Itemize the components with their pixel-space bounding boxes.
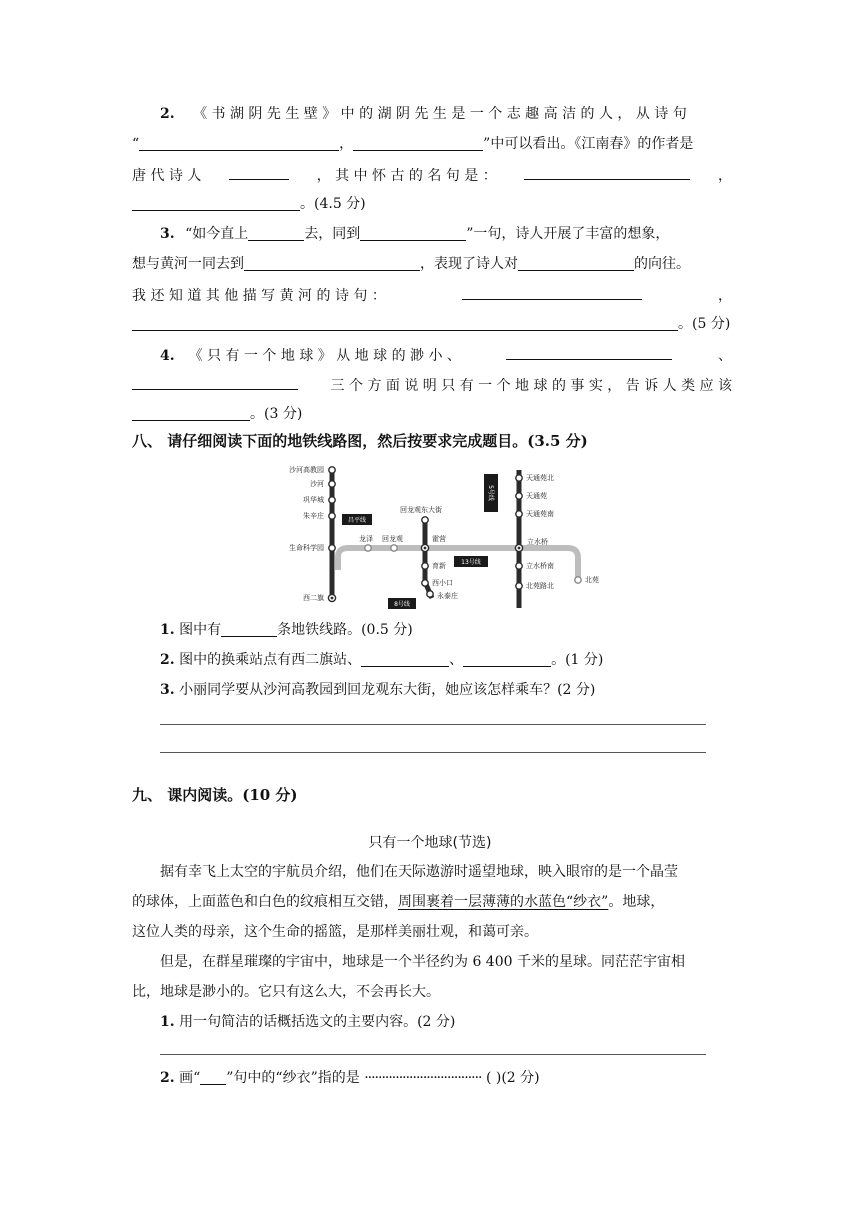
q2-score: 。(4.5 分) bbox=[300, 196, 366, 212]
station-label: 永泰庄 bbox=[437, 592, 458, 600]
station-label: 回龙观 bbox=[382, 535, 403, 543]
q3-line-2 bbox=[132, 254, 732, 274]
passage-p1-line-3: 这位人类的母亲，这个生命的摇篮，是那样美丽壮观，和蔼可亲。 bbox=[132, 924, 538, 940]
changping-line-label: 昌平线 bbox=[347, 517, 367, 524]
s8-q1-number: 1. bbox=[160, 622, 175, 638]
station-dot[interactable] bbox=[516, 583, 522, 589]
q4-blank-1[interactable] bbox=[506, 344, 672, 360]
q4-line-3 bbox=[132, 404, 732, 424]
station-dot[interactable] bbox=[329, 467, 335, 473]
station-dot[interactable] bbox=[329, 545, 335, 551]
q3-blank-1[interactable] bbox=[248, 225, 304, 241]
q3-text-3a: 我 还 知 道 其 他 描 写 黄 河 的 诗 句 ： bbox=[132, 288, 386, 304]
q3-blank-3[interactable] bbox=[244, 255, 420, 271]
section-9-heading: 九、 课内阅读。(10 分) bbox=[132, 786, 298, 804]
s9-q1-number: 1. bbox=[160, 1014, 175, 1030]
q2-blank-poem-2[interactable] bbox=[353, 135, 483, 151]
s8-q2-text-c: 。(1 分) bbox=[551, 652, 604, 668]
q2-text-1: 《 书 湖 阴 先 生 壁 》 中 的 湖 阴 先 生 是 一 个 志 趣 高 洁 的 人 ， 从 诗 句 bbox=[193, 106, 687, 122]
s9-q1 bbox=[160, 1012, 760, 1032]
s9-q2-leader-dots: ·································· bbox=[364, 1070, 482, 1086]
q2-blank-author[interactable] bbox=[229, 164, 289, 180]
station-dot[interactable] bbox=[516, 563, 522, 569]
s8-q2-text-a: 图中的换乘站点有西二旗站、 bbox=[179, 652, 362, 668]
q3-text-2c: 的向往。 bbox=[634, 256, 690, 272]
q3-line-4 bbox=[132, 314, 732, 334]
station-label: 沙河高教园 bbox=[289, 466, 324, 474]
s8-q2-text-b: 、 bbox=[449, 652, 464, 668]
s8-q2-blank-1[interactable] bbox=[361, 651, 449, 667]
s8-q3 bbox=[160, 680, 760, 700]
s9-q2-inline-blank bbox=[200, 1069, 226, 1085]
station-dot[interactable] bbox=[516, 493, 522, 499]
station-dot[interactable] bbox=[422, 563, 428, 569]
q3-line-1 bbox=[160, 224, 732, 244]
station-label: 立水桥 bbox=[527, 538, 548, 546]
station-dot[interactable] bbox=[516, 511, 522, 517]
s8-q2-number: 2. bbox=[160, 652, 175, 668]
s8-q3-text: 小丽同学要从沙河高教园到回龙观东大街，她应该怎样乘车？(2 分) bbox=[179, 682, 596, 698]
q3-blank-4[interactable] bbox=[518, 255, 634, 271]
station-label: 朱辛庄 bbox=[303, 512, 324, 520]
s8-q2 bbox=[160, 650, 760, 670]
passage-p1-line-2b: 。地球， bbox=[608, 894, 665, 910]
station-label: 霍营 bbox=[432, 535, 446, 543]
q3-text-1c: ”一句，诗人开展了丰富的想象， bbox=[466, 226, 670, 242]
q4-blank-3[interactable] bbox=[132, 405, 250, 421]
station-dot[interactable] bbox=[422, 517, 428, 523]
station-dot[interactable] bbox=[329, 481, 335, 487]
section-8-heading: 八、 请仔细阅读下面的地铁线路图，然后按要求完成题目。(3.5 分) bbox=[132, 432, 588, 450]
q3-blank-2[interactable] bbox=[360, 225, 466, 241]
s8-q1-blank[interactable] bbox=[221, 621, 277, 637]
station-label: 西小口 bbox=[432, 579, 453, 587]
passage-p2-line-1: 但是，在群星璀璨的宇宙中，地球是一个半径约为 6 400 千米的星球。同茫茫宇宙相 bbox=[160, 954, 685, 970]
q4-blank-2[interactable] bbox=[132, 374, 298, 390]
station-label: 天通苑南 bbox=[526, 510, 554, 518]
s9-q2 bbox=[160, 1068, 732, 1088]
station-dot[interactable] bbox=[365, 545, 371, 551]
passage-p1-line-1: 据有幸飞上太空的宇航员介绍，他们在天际遨游时遥望地球，映入眼帘的是一个晶莹 bbox=[160, 864, 678, 880]
line-13-label: 13号线 bbox=[461, 559, 481, 566]
q2-blank-famous-line-2[interactable] bbox=[132, 195, 300, 211]
station-label: 天通苑北 bbox=[526, 474, 554, 482]
passage-title: 只有一个地球(节选) bbox=[368, 835, 492, 851]
s8-q3-number: 3. bbox=[160, 682, 175, 698]
station-label: 回龙观东大街 bbox=[400, 506, 442, 514]
q3-line-3 bbox=[132, 284, 732, 306]
passage-p2-line-2: 比，地球是渺小的。它只有这么大，不会再长大。 bbox=[132, 984, 440, 1000]
station-dot[interactable] bbox=[329, 497, 335, 503]
station-label: 西二旗 bbox=[303, 594, 324, 602]
q2-blank-poem-1[interactable] bbox=[139, 135, 339, 151]
q3-blank-yellow-river-2[interactable] bbox=[132, 315, 678, 331]
q4-text-2: 三 个 方 面 说 明 只 有 一 个 地 球 的 事 实 ， 告 诉 人 类 应 该 bbox=[330, 378, 732, 394]
s8-q2-blank-2[interactable] bbox=[463, 651, 551, 667]
passage-p1-line-2a: 的球体，上面蓝色和白色的纹痕相互交错， bbox=[132, 894, 398, 910]
s8-q3-answer-line-2[interactable] bbox=[160, 752, 706, 753]
s8-q3-answer-line-1[interactable] bbox=[160, 724, 706, 725]
q3-number: 3. bbox=[160, 226, 175, 242]
q3-blank-yellow-river-1[interactable] bbox=[462, 284, 642, 300]
q2-line-1 bbox=[160, 104, 732, 124]
station-label: 沙河 bbox=[310, 480, 324, 488]
station-label: 生命科学园 bbox=[289, 544, 324, 552]
s9-q1-answer-line[interactable] bbox=[160, 1054, 706, 1055]
q3-text-3b: ， bbox=[717, 288, 732, 304]
s8-q1 bbox=[160, 620, 760, 640]
q3-text-2a: 想与黄河一同去到 bbox=[132, 256, 244, 272]
station-label: 巩华城 bbox=[303, 496, 324, 504]
s9-q2-answer-paren[interactable]: ( )(2 分) bbox=[485, 1070, 540, 1086]
q2-line-3 bbox=[132, 164, 732, 186]
q4-number: 4. bbox=[160, 348, 175, 364]
q4-text-1a: 《 只 有 一 个 地 球 》 从 地 球 的 渺 小 、 bbox=[188, 348, 461, 364]
station-dot[interactable] bbox=[391, 545, 397, 551]
q4-text-1b: 、 bbox=[718, 348, 732, 364]
transfer-station-core bbox=[424, 547, 427, 550]
q2-blank-famous-line-1[interactable] bbox=[524, 164, 690, 180]
s9-q2-text-a: 画“ bbox=[179, 1070, 201, 1086]
line-8-label: 8号线 bbox=[394, 601, 410, 608]
q2-text-3a: 唐 代 诗 人 bbox=[132, 168, 202, 184]
s8-q1-text-b: 条地铁线路。(0.5 分) bbox=[277, 622, 413, 638]
station-dot[interactable] bbox=[427, 591, 433, 597]
q2-quote-open: “ bbox=[132, 136, 140, 152]
s9-q1-text: 用一句简洁的话概括选文的主要内容。(2 分) bbox=[179, 1014, 456, 1030]
s9-q2-text-b: ”句中的“纱衣”指的是 bbox=[226, 1070, 360, 1086]
metro-map bbox=[276, 462, 606, 612]
transfer-station-core bbox=[518, 547, 521, 550]
transfer-station-core bbox=[331, 597, 334, 600]
station-dot[interactable] bbox=[329, 513, 335, 519]
q3-score: 。(5 分) bbox=[678, 316, 731, 332]
station-dot[interactable] bbox=[516, 475, 522, 481]
q4-line-1 bbox=[160, 344, 732, 366]
q2-text-3b: ， 其 中 怀 古 的 名 句 是 ： bbox=[316, 168, 497, 184]
passage-p1-line-2 bbox=[132, 892, 732, 912]
q3-text-1b: 去，同到 bbox=[304, 226, 361, 242]
q4-score: 。(3 分) bbox=[250, 406, 303, 422]
q2-text-3c: ， bbox=[717, 168, 732, 184]
q4-line-2 bbox=[132, 374, 732, 396]
q2-number: 2. bbox=[160, 106, 175, 122]
q3-text-2b: ，表现了诗人对 bbox=[420, 256, 518, 272]
q2-comma: ， bbox=[339, 136, 354, 152]
station-label: 育新 bbox=[432, 562, 446, 570]
station-dot[interactable] bbox=[422, 580, 428, 586]
q2-text-2: ”中可以看出。《江南春》的作者是 bbox=[483, 136, 694, 152]
station-label: 龙泽 bbox=[359, 535, 373, 543]
station-dot[interactable] bbox=[575, 577, 581, 583]
q2-line-2 bbox=[132, 134, 732, 154]
q2-line-4 bbox=[132, 194, 732, 214]
station-label: 立水桥南 bbox=[526, 562, 554, 570]
q3-text-1a: “如今直上 bbox=[185, 226, 249, 242]
station-label: 北苑 bbox=[585, 576, 599, 584]
line-5-label: 5号线 bbox=[487, 485, 494, 501]
s9-q2-number: 2. bbox=[160, 1070, 175, 1086]
station-label: 北苑路北 bbox=[526, 582, 554, 590]
s8-q1-text-a: 图中有 bbox=[179, 622, 222, 638]
station-label: 天通苑 bbox=[526, 492, 547, 500]
underlined-sentence: 周围裹着一层薄薄的水蓝色“纱衣” bbox=[398, 894, 609, 910]
